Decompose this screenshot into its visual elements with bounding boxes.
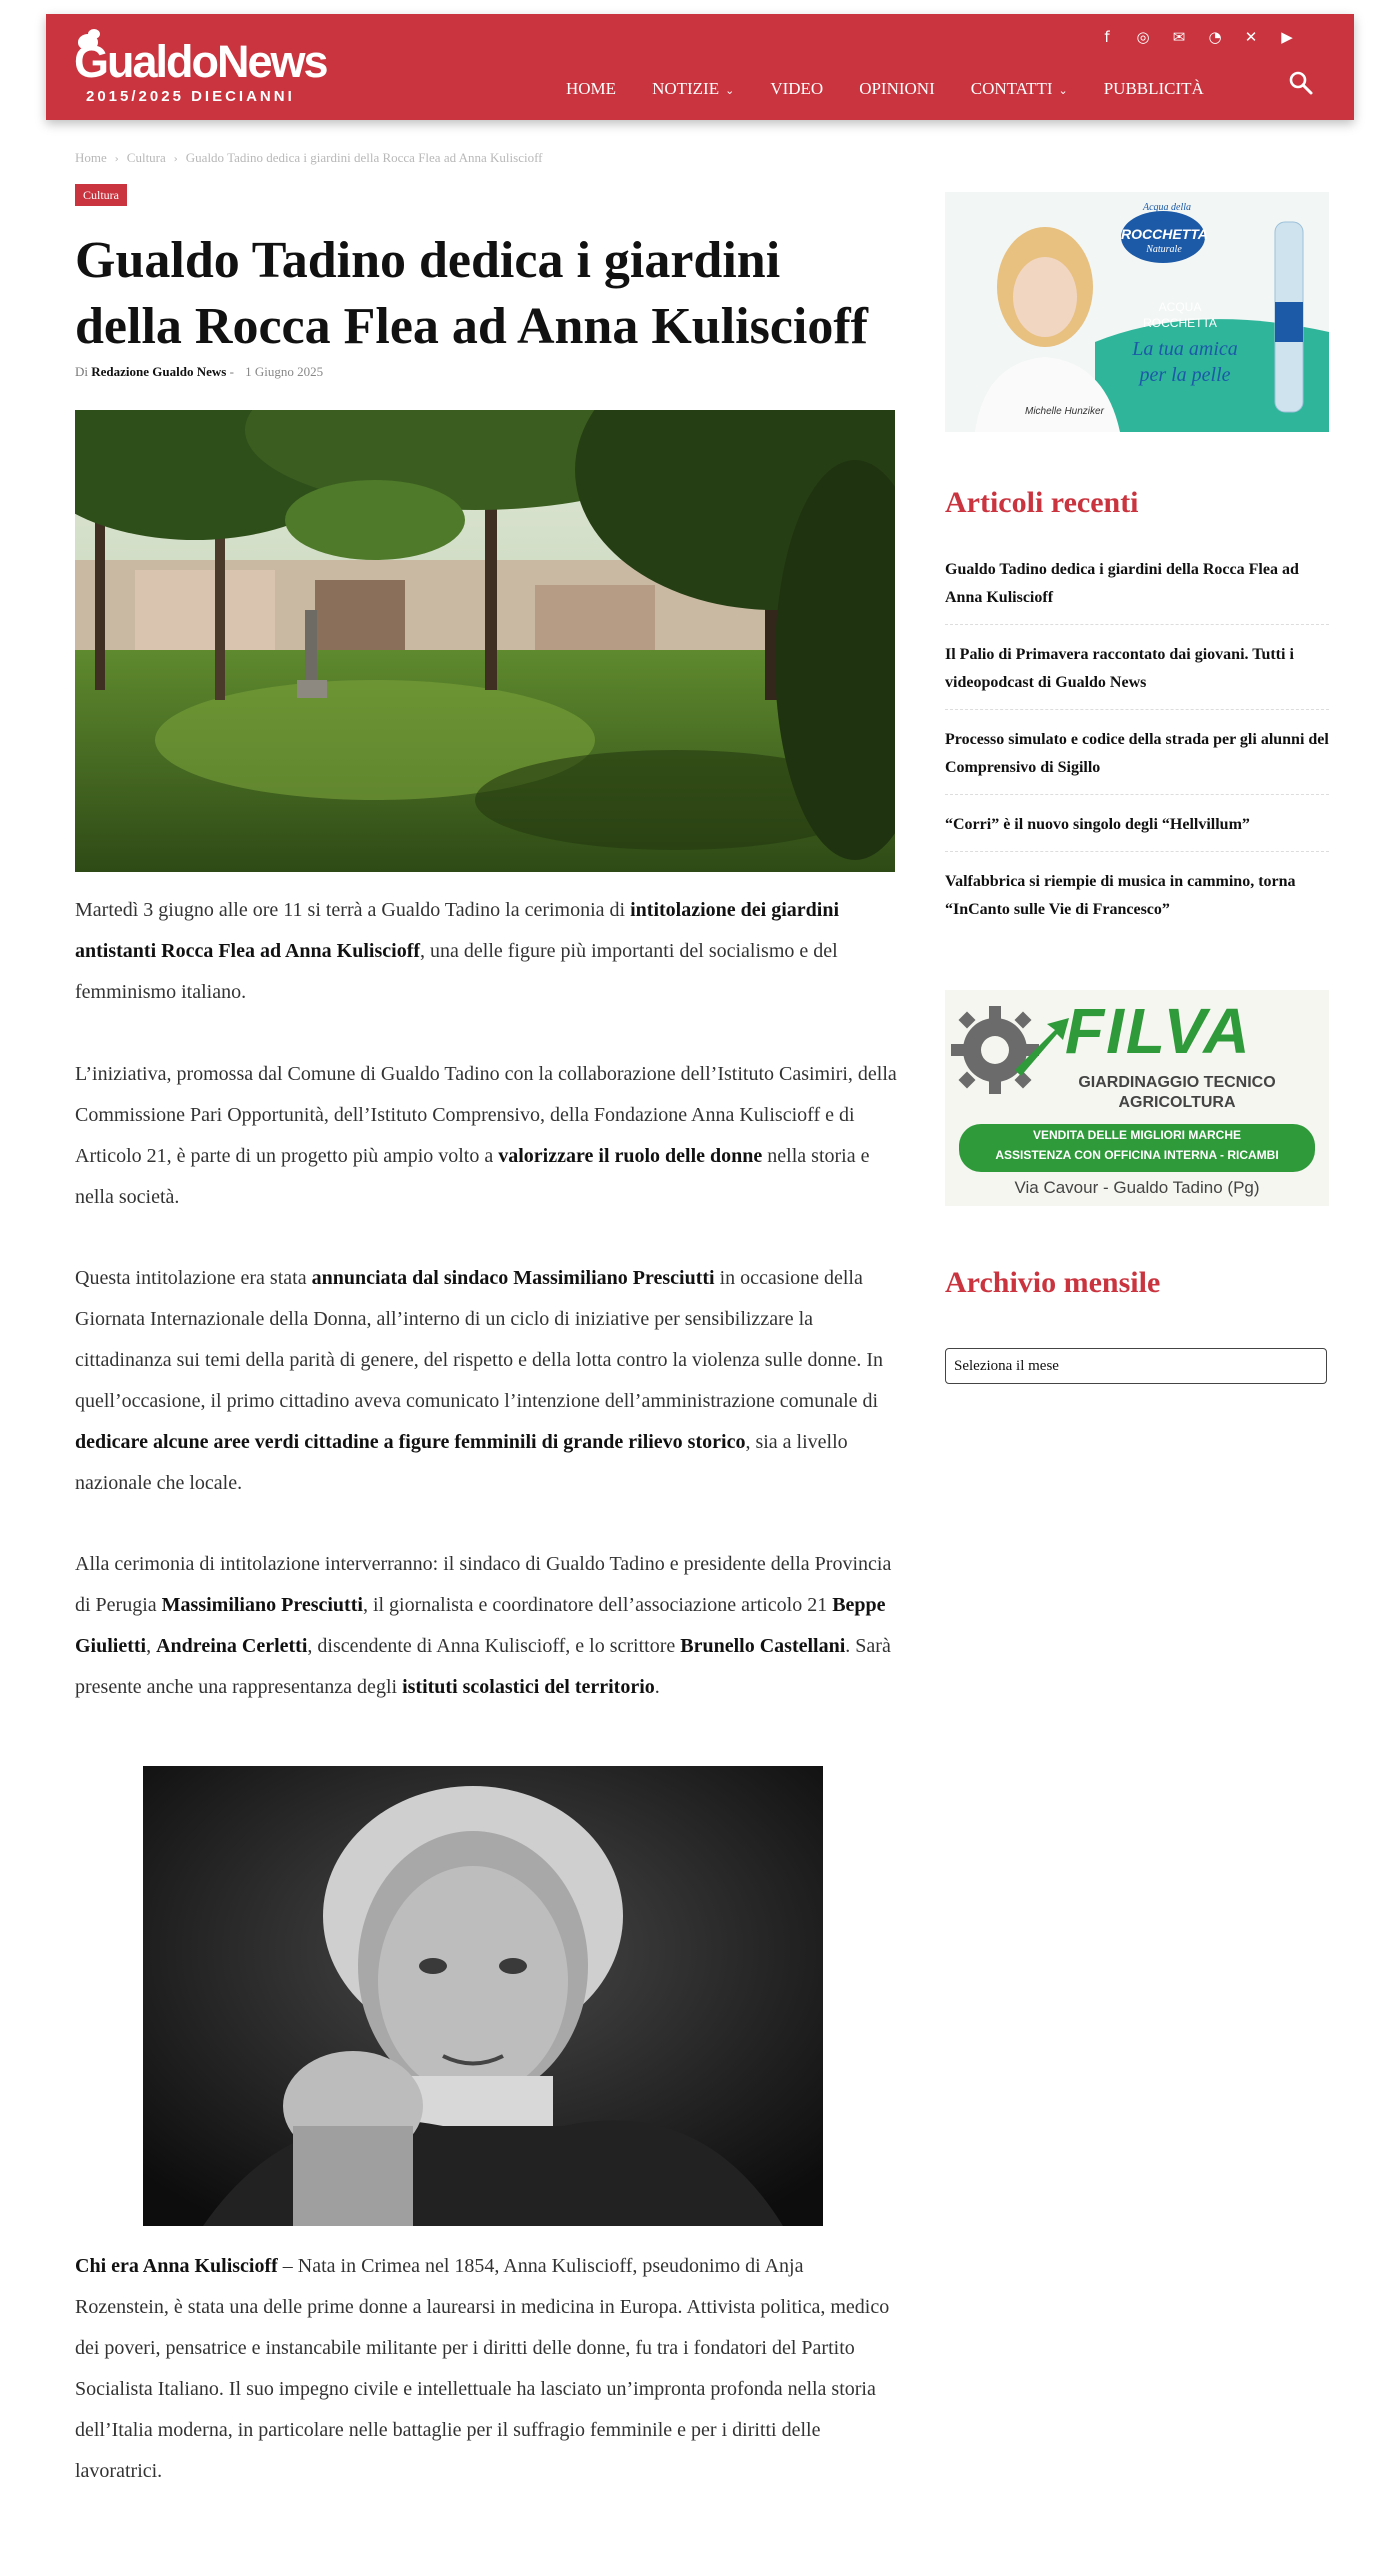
bold-text: Chi era Anna Kuliscioff <box>75 2255 278 2277</box>
breadcrumb-separator-icon: › <box>173 154 178 165</box>
recent-articles-list <box>945 550 1329 946</box>
instagram-icon[interactable]: ◎ <box>1136 28 1150 46</box>
text-run: , il giornalista e coordinatore dell’associazione articolo 21 <box>362 1594 833 1616</box>
recent-article-link[interactable]: Il Palio di Primavera raccontato dai giovani. Tutti i videopodcast di Gualdo News <box>945 635 1329 710</box>
nav-item-video[interactable] <box>770 79 823 99</box>
facebook-icon[interactable]: f <box>1104 28 1110 46</box>
filva-brand: FILVA <box>1065 995 1252 1067</box>
article-title: Gualdo Tadino dedica i giardini della Rocca Flea ad Anna Kuliscioff <box>75 232 868 355</box>
nav-item-home[interactable] <box>566 79 616 99</box>
text-run: , discendente di Anna Kuliscioff, e lo scrittore <box>307 1635 681 1657</box>
text-run: , <box>146 1635 157 1657</box>
ad-slogan2: per la pelle <box>1139 364 1231 386</box>
rss-icon[interactable]: ◔ <box>1208 28 1222 46</box>
ad-line1: ACQUA <box>1158 300 1202 314</box>
ad-line2: ROCCHETTA <box>1143 316 1217 330</box>
mail-icon[interactable]: ✉ <box>1172 28 1186 46</box>
filva-ad[interactable] <box>945 990 1329 1206</box>
text-run: Martedì 3 giugno alle ore 11 si terrà a Gualdo Tadino la cerimonia di <box>75 899 631 921</box>
text-run: , una delle figure più importanti del socialismo e del femminismo italiano. <box>75 940 838 1003</box>
article-meta <box>75 364 323 380</box>
recent-article-link[interactable]: Gualdo Tadino dedica i giardini della Rocca Flea ad Anna Kuliscioff <box>945 550 1329 625</box>
bio-paragraph <box>75 2246 897 2492</box>
x-icon[interactable]: ✕ <box>1244 28 1258 46</box>
nav-item-contatti[interactable] <box>971 79 1068 99</box>
filva-address: Via Cavour - Gualdo Tadino (Pg) <box>1014 1178 1260 1197</box>
recent-article-link[interactable]: Processo simulato e codice della strada per gli alunni del Comprensivo di Sigillo <box>945 720 1329 795</box>
nav-item-label: CONTATTI <box>970 79 1053 98</box>
nav-item-notizie[interactable] <box>652 79 734 99</box>
logo-text: GualdoNews <box>74 36 327 87</box>
ad-brand: ROCCHETTA <box>1121 226 1208 242</box>
bold-text: Beppe Giulietti <box>75 1594 886 1657</box>
article-paragraph-1 <box>75 890 897 1013</box>
bold-text: Massimiliano Presciutti <box>161 1594 363 1616</box>
recent-article-link[interactable]: Valfabbrica si riempie di musica in cammino, torna “InCanto sulle Vie di Francesco” <box>945 873 1296 918</box>
text-run: Alla cerimonia di intitolazione interverranno: il sindaco di Gualdo Tadino e presidente della Provincia di Perugia <box>75 1553 892 1616</box>
breadcrumb-home[interactable]: Home <box>75 150 107 165</box>
text-run: . Sarà presente anche una rappresentanza degli <box>75 1635 891 1698</box>
breadcrumb-category[interactable]: Cultura <box>126 150 166 165</box>
chevron-down-icon: ⌄ <box>725 84 735 97</box>
filva-banner2: ASSISTENZA CON OFFICINA INTERNA - RICAMBI <box>995 1148 1279 1162</box>
bold-text: istituti scolastici del territorio <box>402 1676 655 1698</box>
breadcrumb <box>75 150 543 166</box>
text-run: in occasione della Giornata Internazionale della Donna, all’interno di un ciclo di iniziative per sensibilizzare la cittadinanza sui temi della parità di genere, del rispetto e della lotta contro la violenza sulle donne. In quell’occasione, il primo cittadino aveva comunicato l’intenzione dell’amministrazione comunale di <box>75 1267 884 1412</box>
article-paragraph-3 <box>75 1258 897 1504</box>
site-logo[interactable] <box>74 28 364 118</box>
bold-text: annunciata dal sindaco Massimiliano Presciutti <box>311 1267 715 1289</box>
text-run: Questa intitolazione era stata <box>75 1267 312 1289</box>
filva-line1: GIARDINAGGIO TECNICO <box>1078 1074 1276 1091</box>
breadcrumb-separator-icon: › <box>114 154 119 165</box>
breadcrumb-current: Gualdo Tadino dedica i giardini della Rocca Flea ad Anna Kuliscioff <box>185 150 543 165</box>
filva-banner1: VENDITA DELLE MIGLIORI MARCHE <box>1033 1128 1241 1142</box>
text-run: , sia a livello nazionale che locale. <box>75 1431 848 1494</box>
bold-text: intitolazione dei giardini antistanti Rocca Flea ad Anna Kuliscioff <box>75 899 840 962</box>
bold-text: dedicare alcune aree verdi cittadine a figure femminili di grande rilievo storico <box>75 1431 746 1453</box>
text-run: – Nata in Crimea nel 1854, Anna Kuliscioff, pseudonimo di Anja Rozenstein, è stata una delle prime donne a laurearsi in medicina in Europa. Attivista politica, medico dei poveri, pensatrice e instancabile militante per i diritti delle donne, fu tra i fondatori del Partito Socialista Italiano. Il suo impegno civile e intellettuale ha lasciato un’impronta profonda nella storia dell’Italia moderna, in particolare nelle battaglie per il suffragio femminile e per i diritti delle lavoratrici. <box>75 2255 890 2482</box>
article-paragraph-2 <box>75 1054 897 1218</box>
ad-signature: Michelle Hunziker <box>1025 406 1104 417</box>
recent-articles-title: Articoli recenti <box>945 486 1139 519</box>
youtube-icon[interactable]: ▶ <box>1281 28 1293 46</box>
article-paragraph-4 <box>75 1544 897 1708</box>
category-badge[interactable]: Cultura <box>75 184 127 206</box>
date-separator: - <box>229 364 234 379</box>
by-prefix: Di <box>75 364 88 379</box>
bold-text: Brunello Castellani <box>680 1635 846 1657</box>
logo-tagline: 2015/2025 DIECIANNI <box>86 88 295 105</box>
recent-article-link[interactable]: “Corri” è il nuovo singolo degli “Hellvillum” <box>945 805 1329 852</box>
ad-topline: Acqua della Salute <box>1142 202 1192 224</box>
publish-date: 1 Giugno 2025 <box>245 364 324 379</box>
social-links <box>1096 24 1298 50</box>
nav-item-opinioni[interactable] <box>859 79 935 99</box>
bold-text: Andreina Cerletti <box>156 1635 308 1657</box>
text-run: nella storia e nella società. <box>75 1145 870 1208</box>
portrait-image <box>143 1766 823 2226</box>
nav-item-pubblicit-[interactable] <box>1104 79 1204 99</box>
nav-item-label: OPINIONI <box>859 79 935 98</box>
ad-brand-sub: Naturale <box>1146 244 1182 255</box>
archive-title: Archivio mensile <box>945 1266 1161 1299</box>
ad-slogan1: La tua amica <box>1132 338 1238 360</box>
archive-month-select[interactable]: Seleziona il mese <box>945 1348 1327 1384</box>
nav-item-label: NOTIZIE <box>652 79 720 98</box>
author-link[interactable]: Redazione Gualdo News <box>91 364 227 379</box>
rocchetta-ad[interactable] <box>945 192 1329 432</box>
filva-line2: AGRICOLTURA <box>1118 1094 1236 1111</box>
site-header <box>46 14 1354 120</box>
search-icon[interactable] <box>1288 70 1318 100</box>
main-navigation <box>566 72 1240 106</box>
text-run: L’iniziativa, promossa dal Comune di Gualdo Tadino con la collaborazione dell’Istituto Casimiri, della Commissione Pari Opportunità, dell’Istituto Comprensivo, della Fondazione Anna Kuliscioff e di Articolo 21, è parte di un progetto più ampio volto a <box>75 1063 897 1167</box>
hero-image <box>75 410 895 872</box>
nav-item-label: PUBBLICITÀ <box>1103 79 1204 98</box>
nav-item-label: VIDEO <box>770 79 824 98</box>
nav-item-label: HOME <box>566 79 617 98</box>
chevron-down-icon: ⌄ <box>1058 84 1068 97</box>
bold-text: valorizzare il ruolo delle donne <box>498 1145 763 1167</box>
text-run: . <box>654 1676 660 1698</box>
